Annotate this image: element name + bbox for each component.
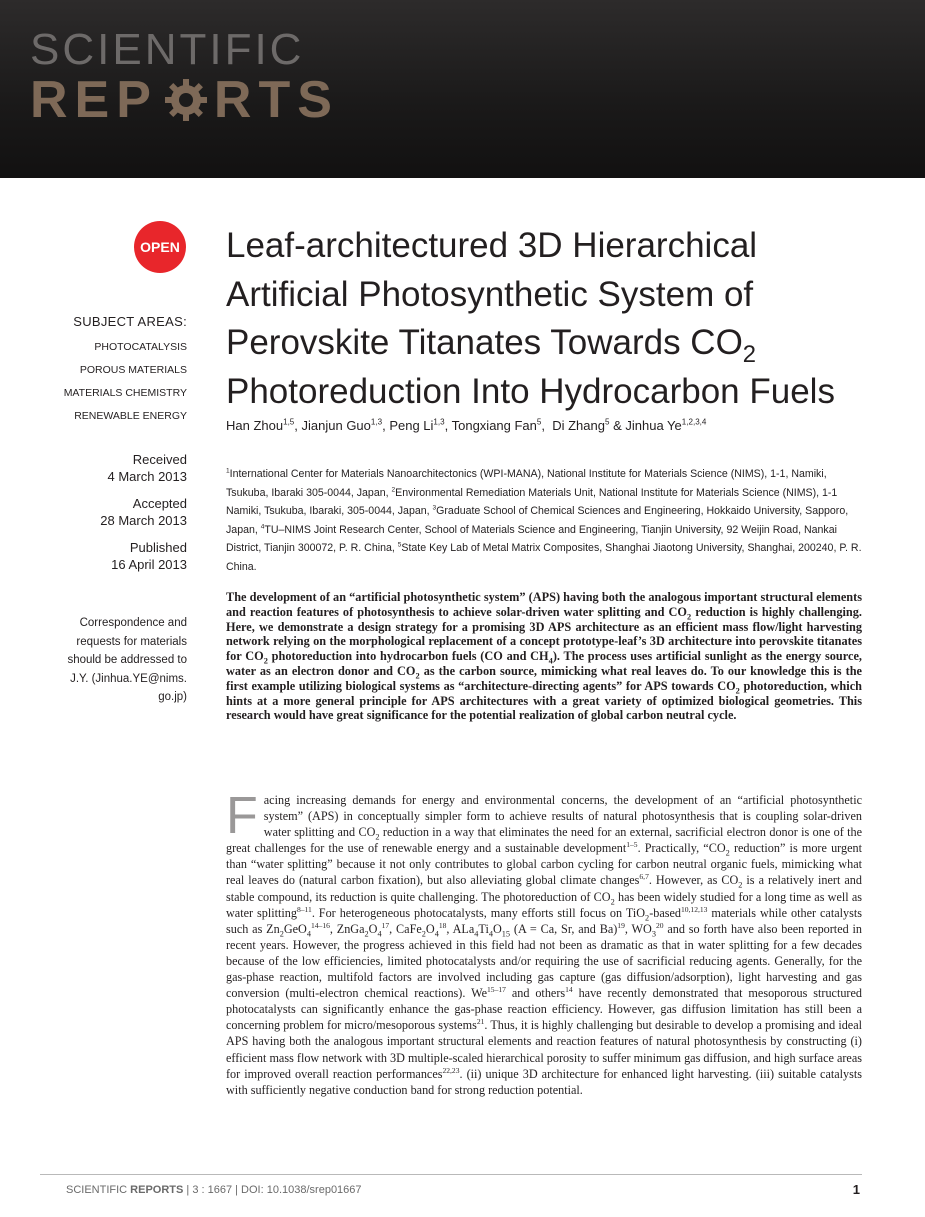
author[interactable]: Jinhua Ye$^{1,2,3,4}$ <box>625 417 707 433</box>
drop-cap: F <box>226 787 258 845</box>
title-line: Photoreduction Into Hydrocarbon Fuels <box>226 371 835 411</box>
author-list: Han Zhou$^{1,5}$, Jianjun Guo$^{1,3}$, Peng Li$^{1,3}$, Tongxiang Fan$^5$, Di Zhang$^5$ & Jinhua Ye$^{1,2,3,4}$ <box>226 417 707 433</box>
journal-brand-bottom-b: RTS <box>213 71 339 129</box>
accepted-date: 28 March 2013 <box>100 512 187 528</box>
subject-item[interactable]: RENEWABLE ENERGY <box>74 410 187 422</box>
article-dates <box>40 452 187 573</box>
received-label: Received <box>132 452 187 467</box>
gear-icon <box>162 76 210 124</box>
received-date: 4 March 2013 <box>107 468 187 484</box>
subject-areas-title: SUBJECT AREAS: <box>73 314 187 329</box>
author[interactable]: Peng Li$^{1,3}$ <box>389 417 445 433</box>
footer-divider <box>40 1174 862 1175</box>
title-subscript: 2 <box>742 341 757 368</box>
correspondence-email[interactable]: J.Y. (Jinhua.YE@nims. <box>70 672 187 685</box>
page-number: 1 <box>852 1182 860 1197</box>
title-line-text: Perovskite Titanates Towards CO <box>226 323 743 362</box>
correspondence-note <box>40 614 187 707</box>
footer-brand-bold: REPORTS <box>130 1184 184 1196</box>
author[interactable]: Jianjun Guo$^{1,3}$ <box>301 417 383 433</box>
correspondence-line: should be addressed to <box>67 654 187 666</box>
journal-brand-top: SCIENTIFIC <box>30 25 305 74</box>
affiliations: $^1$International Center for Materials Nanoarchitectonics (WPI-MANA), National Institute for Materials Science (NIMS), 1-1, Namiki, Tsukuba, Ibaraki 305-0044, Japan, $^2$Environmental Remediation Materials Unit, National Institute for Materials Science (NIMS), 1-1 Namiki, Tsukuba, Ibaraki, 305-0044, Japan, $^3$Graduate School of Chemical Sciences and Engineering, Hokkaido University, Sapporo, Japan, $^4$TU–NIMS Joint Research Center, School of Materials Science and Engineering, Tianjin University, 92 Weijin Road, Nankai District, Tianjin 300072, P. R. China, $^5$State Key Lab of Metal Matrix Composites, Shanghai Jiaotong University, Shanghai, 200240, P. R. China. <box>226 467 862 573</box>
published-label: Published <box>129 540 187 555</box>
footer-doi[interactable]: | 3 : 1667 | DOI: 10.1038/srep01667 <box>183 1184 362 1196</box>
article-title <box>226 222 886 416</box>
correspondence-email-end[interactable]: go.jp) <box>158 691 187 703</box>
body-paragraph: Facing increasing demands for energy and environmental concerns, the development of an “artificial photosynthetic system” (APS) in conceptually simpler form to achieve results of natural photosynthesis that is coupling solar-driven water splitting and $CO_2$ reduction in a way that eliminates the need for an external, sacrificial electron donor is one of the great challenges for the use of renewable energy and a sustainable development$^{1-5}$. Practically, “$CO_2$ reduction” is more urgent than “water splitting” because it not only contributes to global carbon cycling for carbon neutral organic fuels, mimicking what real leaves do (natural carbon fixation), but also alleviating global climate changes$^{6,7}$. However, as $CO_2$ is a relatively inert and stable compound, its reduction is quite challenging. The photoreduction of $CO_2$ has been widely studied for a long time as well as water splitting$^{8-11}$. For heterogeneous photocatalysts, many efforts still focus on TiO$_2$-based$^{10,12,13}$ materials while other catalysts such as $Zn_2GeO_4^{14-16}$, $ZnGa_2O_4^{17}$, $CaFe_2O_4^{18}$, $ALa_4Ti_4O_{15}$ (A = Ca, Sr, and Ba)$^{19}$, $WO_3^{20}$ and so forth have also been reported in recent years. However, the progress achieved in this field had not been as dramatic as that in water splitting for a few decades because of the low efficiencies, limited photocatalysts and/or requiring the use of sacrificial reducing agents. Generally, for the gas-phase reaction, multifold factors are involved including gas capture (gas diffusion/adsorption), light harvesting and gas conversion (multi-electron chemical reactions). We$^{15-17}$ and others$^{14}$ have recently demonstrated that mesoporous structured photocatalysts can significantly enhance the gas-phase reaction efficiency. However, gas diffusion limitation has still been a concerning problem for micro/mesoporous systems$^{21}$. Thus, it is highly challenging but desirable to develop a promising and ideal APS having both the analogous important structural elements and reaction features of natural photosynthesis by constructing (i) efficient mass flow network with 3D multiple-scaled hierarchical porosity to suffer minimum gas diffusion, and high surface areas for improved overall reaction performances$^{22,23}$. (ii) unique 3D architecture for enhanced light harvesting. (iii) suitable catalysts with sufficiently negative conduction band for strong reduction potential. <box>226 787 863 1097</box>
correspondence-line: requests for materials <box>76 635 187 648</box>
journal-brand-bottom-a: REP <box>30 71 158 129</box>
open-access-badge: OPEN <box>134 221 186 273</box>
published-date: 16 April 2013 <box>111 556 187 572</box>
subject-item[interactable]: POROUS MATERIALS <box>79 364 187 376</box>
author[interactable]: Di Zhang$^5$ <box>552 417 610 433</box>
subject-item[interactable]: PHOTOCATALYSIS <box>94 341 187 353</box>
journal-brand-bottom <box>30 71 339 129</box>
title-line: Leaf-architectured 3D Hierarchical <box>226 226 758 265</box>
author[interactable]: Han Zhou$^{1,5}$ <box>226 417 295 433</box>
abstract: The development of an “artificial photosynthetic system” (APS) having both the analogous important structural elements and reaction features of photosynthesis to achieve solar-driven water splitting and $CO_2$ reduction is highly challenging. Here, we demonstrate a design strategy for a promising 3D APS architecture as an efficient mass flow/light harvesting network relying on the morphological replacement of a concept prototype-leaf’s 3D architecture into perovskite titanates for $CO_2$ photoreduction into hydrocarbon fuels (CO and $CH_4$). The process uses artificial sunlight as the energy source, water as an electron donor and $CO_2$ as the carbon source, mimicking what real leaves do. To our knowledge this is the first example utilizing biological systems as “architecture-directing agents” for APS towards $CO_2$ photoreduction, which hints at a more general principle for APS architectures with a great variety of optimized biological geometries. This research would have great significance for the potential realization of global carbon neutral cycle. <box>226 590 862 723</box>
subject-item[interactable]: MATERIALS CHEMISTRY <box>63 387 187 399</box>
correspondence-line: Correspondence and <box>79 617 187 629</box>
author[interactable]: Tongxiang Fan$^5$ <box>451 417 542 433</box>
subject-areas-list <box>40 336 187 428</box>
footer-brand-light: SCIENTIFIC <box>66 1184 131 1196</box>
accepted-label: Accepted <box>132 496 187 511</box>
journal-banner <box>0 0 925 178</box>
title-line <box>226 319 886 368</box>
title-line: Artificial Photosynthetic System of <box>226 274 754 314</box>
footer-citation <box>66 1184 362 1196</box>
